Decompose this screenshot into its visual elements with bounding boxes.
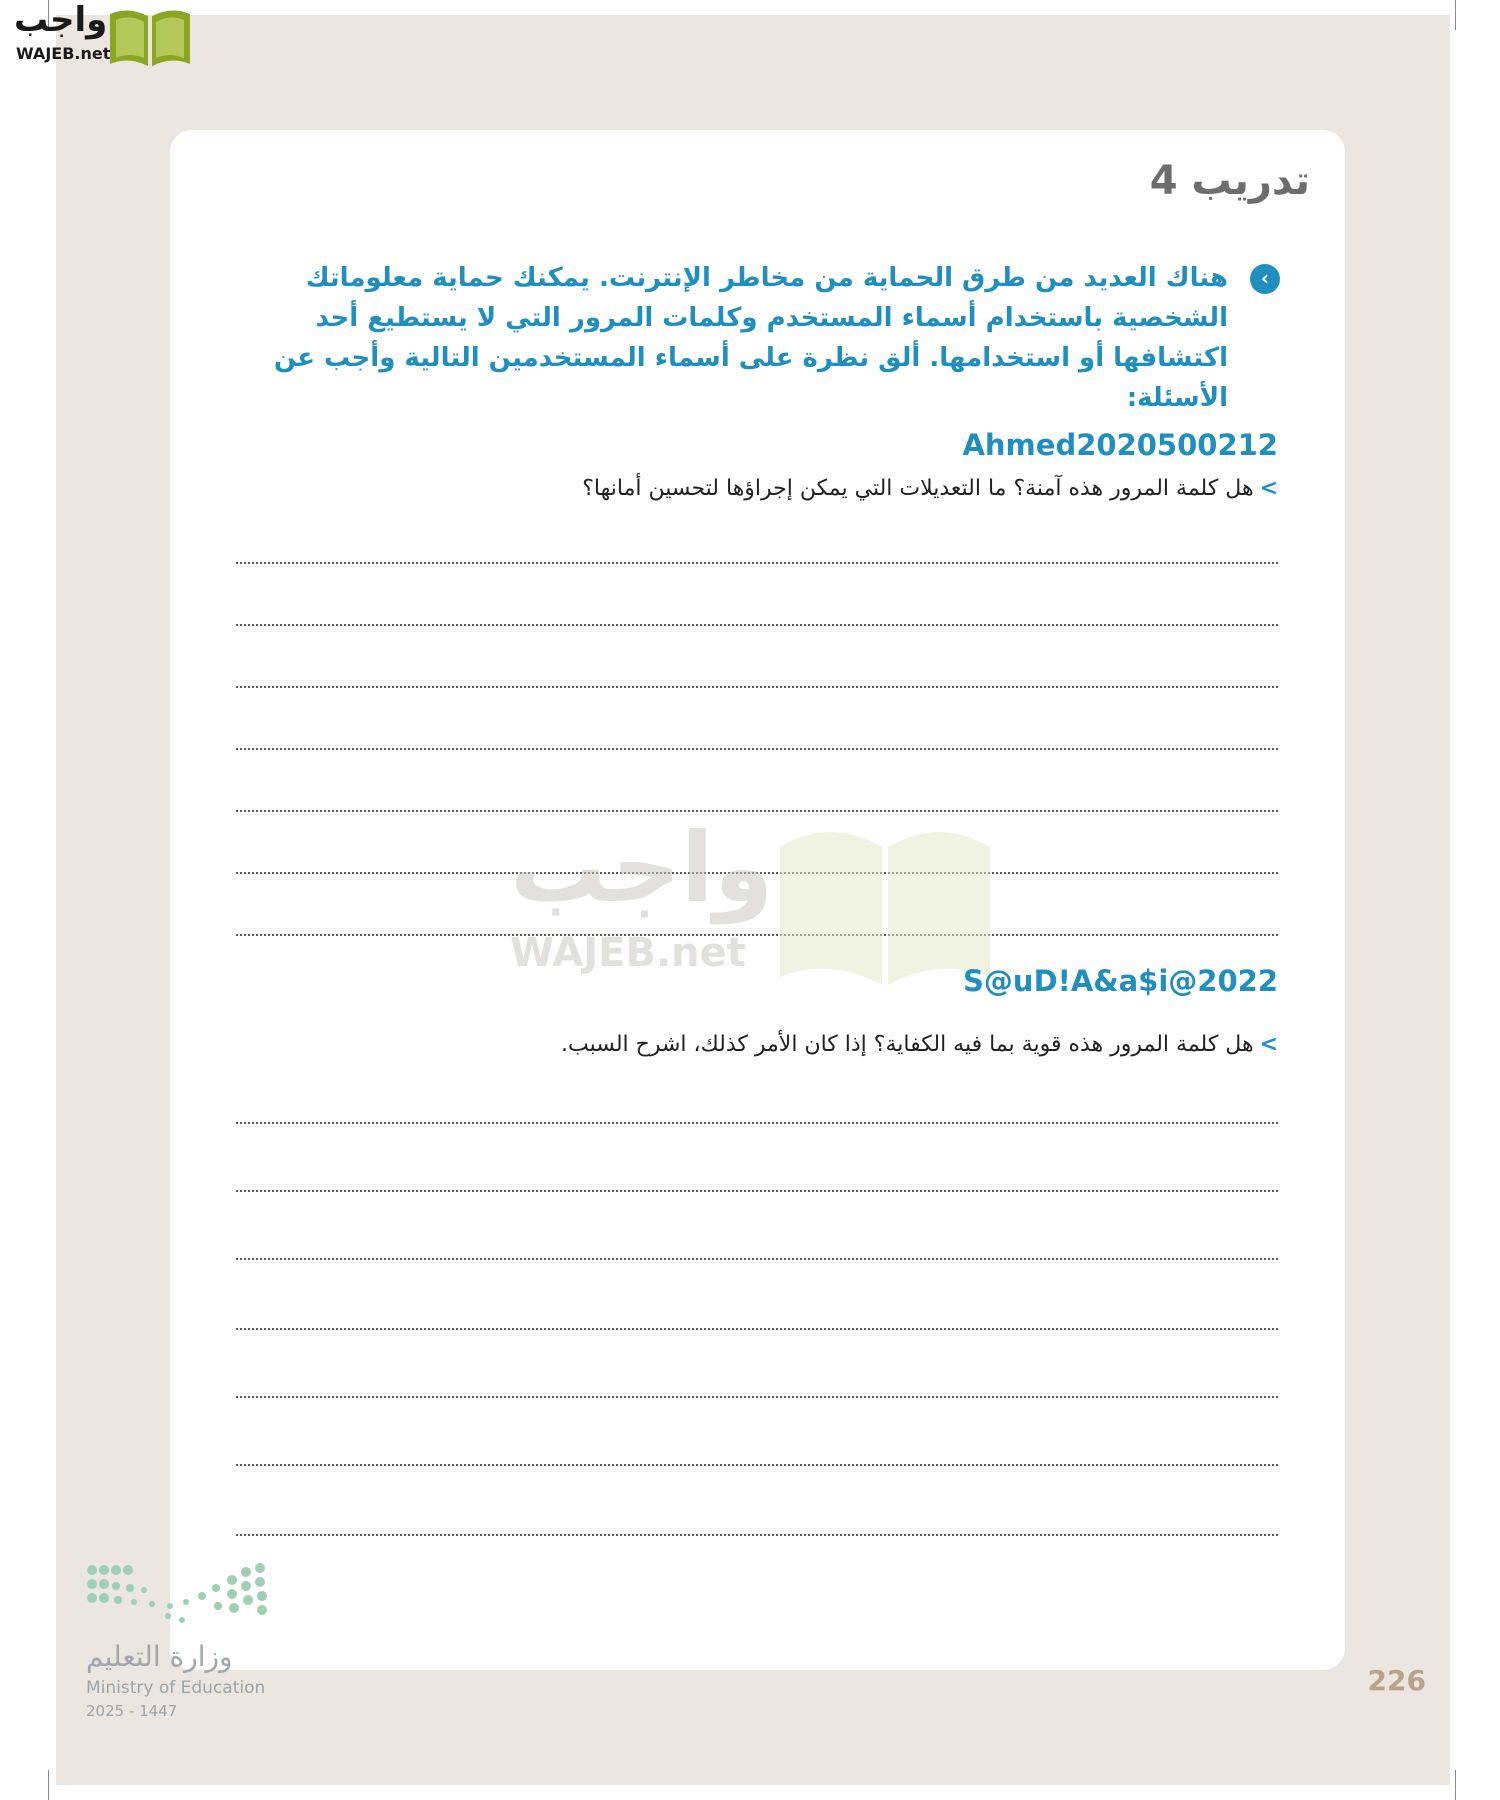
- answer-line[interactable]: [236, 686, 1278, 688]
- answer-line[interactable]: [236, 624, 1278, 626]
- answer-line[interactable]: [236, 1328, 1278, 1330]
- question-1: [582, 476, 1278, 501]
- ministry-dots-icon: [86, 1562, 270, 1632]
- username-2: S@uD!A&a$i@2022: [963, 964, 1278, 998]
- answer-line[interactable]: [236, 1258, 1278, 1260]
- arrow-right-icon: >: [1259, 476, 1278, 501]
- question-2: [561, 1032, 1278, 1057]
- book-icon: [106, 6, 194, 68]
- ministry-logo: [86, 1562, 286, 1722]
- ministry-arabic: وزارة التعليم: [86, 1640, 233, 1673]
- question-2-text: هل كلمة المرور هذه قوية بما فيه الكفاية؟ إذا كان الأمر كذلك، اشرح السبب.: [560, 1032, 1254, 1057]
- ministry-english: Ministry of Education: [86, 1678, 266, 1698]
- ministry-year: 2025 - 1447: [86, 1702, 178, 1720]
- answer-line[interactable]: [236, 748, 1278, 750]
- chevron-left-icon: ‹: [1250, 264, 1280, 294]
- exercise-title: تدريب 4: [1149, 158, 1310, 204]
- answer-line[interactable]: [236, 1534, 1278, 1536]
- logo-latin-text: WAJEB.net: [16, 44, 111, 63]
- username-1: Ahmed2020500212: [962, 428, 1278, 462]
- watermark: [500, 812, 1020, 992]
- logo-arabic-text: واجب: [14, 0, 108, 40]
- crop-mark: [1455, 1770, 1456, 1800]
- exercise-intro: هناك العديد من طرق الحماية من مخاطر الإنترنت. يمكنك حماية معلوماتك الشخصية باستخدام أسماء المستخدم وكلمات المرور التي لا يستطيع أحد اكتشافها أو استخدامها. ألق نظرة على أسماء المستخدمين التالية وأجب عن الأسئلة:: [273, 263, 1228, 413]
- answer-line[interactable]: [236, 1190, 1278, 1192]
- answer-line[interactable]: [236, 1464, 1278, 1466]
- watermark-arabic: واجب: [510, 812, 774, 924]
- question-1-text: هل كلمة المرور هذه آمنة؟ ما التعديلات التي يمكن إجراؤها لتحسين أمانها؟: [582, 476, 1254, 501]
- page-number: 226: [1367, 1664, 1426, 1697]
- wajeb-logo: [6, 0, 192, 68]
- book-icon: [770, 817, 1000, 987]
- watermark-latin: WAJEB.net: [510, 930, 746, 976]
- answer-line[interactable]: [236, 562, 1278, 564]
- answer-line[interactable]: [236, 1396, 1278, 1398]
- crop-mark: [1455, 0, 1456, 30]
- crop-mark: [48, 1770, 49, 1800]
- answer-line[interactable]: [236, 1122, 1278, 1124]
- arrow-right-icon: >: [1259, 1032, 1278, 1057]
